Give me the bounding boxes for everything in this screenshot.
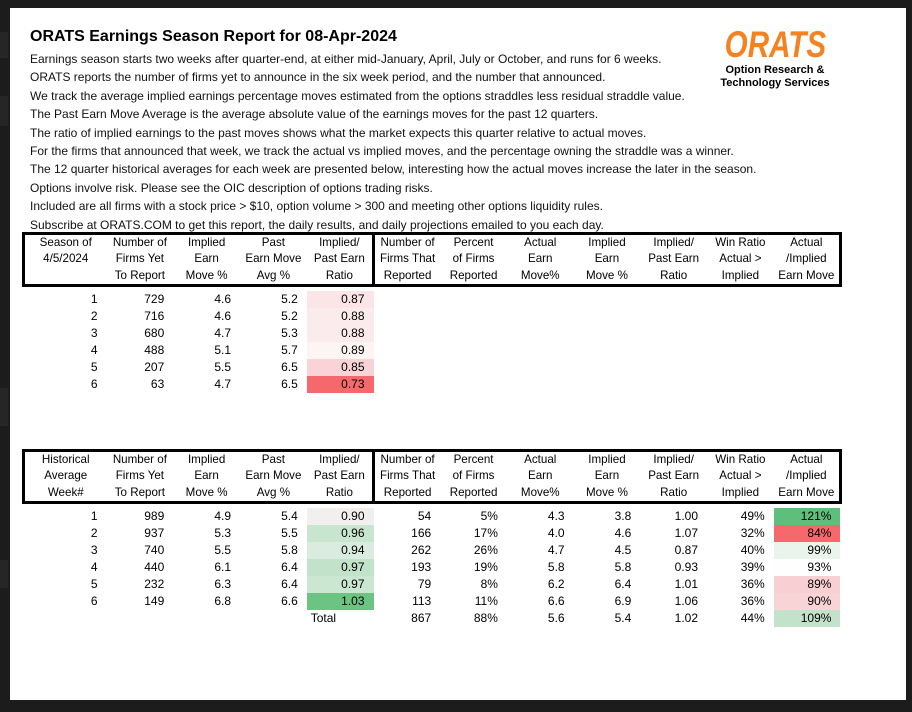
- week-cell: 4: [90, 343, 98, 358]
- week-cell: 1: [90, 292, 98, 307]
- week-header-cell: Average: [24, 468, 107, 484]
- firms-yet-to-report-cell: 207: [144, 360, 165, 375]
- table-row: [24, 525, 841, 542]
- implied-past-earn-ratio-reported-cell: [640, 291, 707, 308]
- implied-past-earn-ratio-cell: 0.87: [307, 291, 374, 308]
- firms-yet-to-report-cell: 440: [144, 560, 165, 575]
- orats-tagline-line2: Technology Services: [720, 77, 830, 89]
- past-earn-move-avg-header-cell: Avg %: [240, 485, 307, 503]
- implied-earn-move-header-cell: Implied: [173, 451, 240, 469]
- week-cell: 2: [90, 309, 98, 324]
- week-cell: 6: [90, 377, 98, 392]
- actual-implied-earn-move-cell: 89%: [774, 576, 841, 593]
- implied-earn-move-cell: 5.1: [214, 343, 231, 358]
- win-ratio-cell: 36%: [740, 577, 765, 592]
- implied-past-earn-ratio-cell: 0.94: [307, 542, 374, 559]
- actual-earn-move-header-cell: Actual: [507, 451, 574, 469]
- implied-past-earn-ratio-reported-cell: 1.02: [674, 611, 699, 626]
- intro-paragraph: [30, 50, 756, 234]
- actual-earn-move-cell: 4.7: [547, 543, 565, 558]
- actual-earn-move-header-cell: Earn: [528, 252, 553, 266]
- orats-tagline-line1: Option Research &: [725, 64, 825, 76]
- past-earn-move-avg-cell: 6.4: [281, 577, 298, 592]
- win-ratio-header-cell: Win Ratio: [707, 451, 774, 469]
- actual-implied-earn-move-cell: [774, 359, 841, 376]
- past-earn-move-avg-cell: 5.8: [281, 543, 298, 558]
- implied-past-earn-ratio-cell: 0.73: [307, 376, 374, 393]
- actual-implied-earn-move-cell: 121%: [774, 508, 841, 525]
- percent-of-firms-reported-cell: 19%: [473, 560, 498, 575]
- season-table-body: [24, 286, 841, 394]
- firms-yet-to-report-cell: 716: [144, 309, 165, 324]
- week-header-cell: [24, 268, 107, 286]
- implied-earn-move-reported-cell: 6.9: [614, 594, 632, 609]
- win-ratio-cell: 44%: [740, 611, 765, 626]
- week-cell: 3: [90, 326, 98, 341]
- implied-past-earn-ratio-cell: 1.03: [307, 593, 374, 610]
- implied-earn-move-cell: 4.6: [214, 309, 231, 324]
- table-row: [24, 359, 841, 376]
- actual-implied-earn-move-header-cell: Actual: [774, 451, 841, 469]
- implied-earn-move-header-cell: Implied: [173, 234, 240, 252]
- intro-line: For the firms that announced that week, we track the actual vs implied moves, and the percentage owning the straddle was a winner.: [30, 144, 734, 159]
- implied-past-earn-ratio-header-cell: Past Earn: [307, 251, 374, 267]
- implied-earn-move-reported-header-cell: Move %: [574, 268, 641, 286]
- implied-past-earn-ratio-reported-cell: 0.87: [674, 543, 699, 558]
- intro-line: Included are all firms with a stock price > $10, option volume > 300 and meeting other options liquidity rules.: [30, 199, 603, 214]
- firms-that-reported-cell: 867: [411, 611, 432, 626]
- firms-that-reported-cell: 113: [412, 594, 432, 609]
- win-ratio-cell: [707, 291, 774, 308]
- implied-past-earn-ratio-reported-cell: [640, 376, 707, 393]
- implied-past-earn-ratio-reported-cell: [640, 308, 707, 325]
- actual-earn-move-cell: 6.6: [547, 594, 565, 609]
- implied-earn-move-cell: 4.6: [214, 292, 231, 307]
- past-earn-move-avg-header-cell: Earn Move: [245, 469, 302, 483]
- background-window-artifact: [0, 96, 8, 126]
- implied-past-earn-ratio-reported-cell: 0.93: [674, 560, 699, 575]
- actual-implied-earn-move-header-cell: Actual: [774, 234, 841, 252]
- win-ratio-cell: [707, 376, 774, 393]
- implied-past-earn-ratio-cell: 0.90: [307, 508, 374, 525]
- implied-earn-move-reported-header-cell: Earn: [594, 469, 620, 483]
- actual-earn-move-cell: 6.2: [547, 577, 565, 592]
- actual-implied-earn-move-cell: 109%: [774, 610, 841, 627]
- percent-of-firms-reported-header-cell: of Firms: [452, 252, 495, 266]
- past-earn-move-avg-cell: 5.2: [281, 309, 298, 324]
- win-ratio-header-cell: Implied: [707, 485, 774, 503]
- firms-yet-to-report-header-cell: Number of: [107, 451, 174, 469]
- past-earn-move-avg-cell: 5.5: [281, 526, 298, 541]
- actual-earn-move-cell: [507, 291, 574, 308]
- implied-past-earn-ratio-reported-cell: [640, 342, 707, 359]
- total-label: Total: [310, 611, 337, 626]
- percent-of-firms-reported-header-cell: Reported: [440, 485, 507, 503]
- win-ratio-cell: 49%: [740, 509, 765, 524]
- win-ratio-cell: [707, 342, 774, 359]
- implied-earn-move-cell: 5.5: [214, 543, 231, 558]
- firms-that-reported-cell: 262: [411, 543, 432, 558]
- actual-implied-earn-move-header-cell: Earn Move: [774, 268, 841, 286]
- week-cell: 6: [90, 594, 98, 609]
- firms-yet-to-report-header-cell: Firms Yet: [115, 252, 165, 266]
- firms-yet-to-report-cell: 680: [144, 326, 165, 341]
- percent-of-firms-reported-header-cell: Reported: [440, 268, 507, 286]
- firms-yet-to-report-cell: 740: [144, 543, 165, 558]
- implied-past-earn-ratio-header-cell: Past Earn: [307, 468, 374, 484]
- firms-that-reported-header-cell: Firms That: [380, 469, 436, 483]
- win-ratio-cell: 40%: [740, 543, 765, 558]
- percent-of-firms-reported-header-cell: of Firms: [452, 469, 495, 483]
- implied-earn-move-cell: 4.7: [214, 326, 231, 341]
- week-cell: [24, 610, 107, 627]
- percent-of-firms-reported-cell: [440, 291, 507, 308]
- background-window-artifact: [0, 560, 8, 588]
- implied-past-earn-ratio-cell: 0.88: [307, 308, 374, 325]
- firms-that-reported-cell: [374, 291, 441, 308]
- actual-implied-earn-move-header-cell: Earn Move: [774, 485, 841, 503]
- firms-that-reported-cell: 166: [411, 526, 432, 541]
- table-row: [24, 610, 841, 627]
- implied-past-earn-ratio-reported-header-cell: Implied/: [640, 234, 707, 252]
- firms-yet-to-report-cell: 989: [144, 509, 165, 524]
- actual-implied-earn-move-header-cell: /Implied: [774, 468, 841, 484]
- implied-past-earn-ratio-reported-header-cell: Ratio: [640, 485, 707, 503]
- firms-yet-to-report-cell: 937: [144, 526, 165, 541]
- firms-yet-to-report-cell: [107, 610, 174, 627]
- win-ratio-cell: 36%: [740, 594, 765, 609]
- implied-earn-move-reported-header-cell: Move %: [574, 485, 641, 503]
- table-row: [24, 593, 841, 610]
- win-ratio-cell: [707, 359, 774, 376]
- intro-line: The Past Earn Move Average is the average absolute value of the earnings moves for the past 12 quarters.: [30, 107, 599, 122]
- firms-yet-to-report-cell: 63: [150, 377, 165, 392]
- actual-implied-earn-move-cell: [774, 342, 841, 359]
- implied-past-earn-ratio-cell: 0.88: [307, 325, 374, 342]
- table-row: [24, 291, 841, 308]
- implied-past-earn-ratio-header-cell: Implied/: [307, 451, 374, 469]
- past-earn-move-avg-header-cell: Past: [240, 234, 307, 252]
- actual-earn-move-cell: [507, 359, 574, 376]
- firms-that-reported-cell: 54: [417, 509, 432, 524]
- implied-earn-move-reported-header-cell: Implied: [574, 451, 641, 469]
- actual-implied-earn-move-cell: 84%: [774, 525, 841, 542]
- actual-earn-move-cell: 4.3: [547, 509, 565, 524]
- actual-earn-move-header-cell: Earn: [528, 469, 553, 483]
- percent-of-firms-reported-cell: [440, 325, 507, 342]
- firms-that-reported-header-cell: Reported: [374, 485, 441, 503]
- implied-earn-move-reported-cell: [574, 342, 641, 359]
- intro-line: Subscribe at ORATS.COM to get this report, the daily results, and daily projections emailed to you each day.: [30, 217, 604, 232]
- implied-past-earn-ratio-cell: 0.96: [307, 525, 374, 542]
- actual-implied-earn-move-cell: [774, 325, 841, 342]
- table-row: [24, 376, 841, 393]
- actual-earn-move-cell: 5.6: [547, 611, 565, 626]
- firms-that-reported-cell: [374, 308, 441, 325]
- week-cell: 3: [90, 543, 98, 558]
- percent-of-firms-reported-cell: 17%: [473, 526, 498, 541]
- implied-earn-move-reported-cell: 6.4: [614, 577, 632, 592]
- week-header-cell: 4/5/2024: [24, 251, 107, 267]
- win-ratio-cell: [707, 325, 774, 342]
- actual-earn-move-cell: [507, 376, 574, 393]
- firms-yet-to-report-header-cell: To Report: [107, 268, 174, 286]
- percent-of-firms-reported-cell: 8%: [480, 577, 498, 592]
- win-ratio-header-cell: Implied: [707, 268, 774, 286]
- actual-earn-move-cell: [507, 308, 574, 325]
- past-earn-move-avg-header-cell: Earn Move: [245, 252, 302, 266]
- past-earn-move-avg-cell: [240, 610, 307, 627]
- intro-line: ORATS reports the number of firms yet to announce in the six week period, and the number that announced.: [30, 70, 606, 85]
- orats-logo: [710, 26, 840, 90]
- orats-tagline: [710, 64, 840, 90]
- firms-that-reported-header-cell: Number of: [374, 234, 441, 252]
- firms-that-reported-cell: 193: [411, 560, 432, 575]
- win-ratio-header-cell: Actual >: [719, 469, 762, 483]
- actual-implied-earn-move-cell: 93%: [774, 559, 841, 576]
- historical-average-table: [22, 449, 842, 627]
- actual-earn-move-header-cell: Actual: [507, 234, 574, 252]
- table-row: [24, 542, 841, 559]
- actual-implied-earn-move-cell: [774, 308, 841, 325]
- table-row: [24, 576, 841, 593]
- implied-past-earn-ratio-reported-cell: 1.07: [674, 526, 699, 541]
- firms-that-reported-cell: [374, 325, 441, 342]
- season-week-table: [22, 232, 842, 393]
- implied-earn-move-reported-cell: 4.6: [614, 526, 632, 541]
- intro-line: We track the average implied earnings percentage moves estimated from the options straddles less residual straddle value.: [30, 88, 685, 103]
- actual-implied-earn-move-cell: 99%: [774, 542, 841, 559]
- implied-earn-move-header-cell: Earn: [194, 469, 219, 483]
- implied-earn-move-cell: 4.9: [214, 509, 231, 524]
- past-earn-move-avg-cell: 6.6: [281, 594, 298, 609]
- percent-of-firms-reported-cell: 88%: [473, 611, 498, 626]
- orats-brand-text: ORATS: [724, 24, 826, 65]
- implied-earn-move-cell: 5.3: [214, 526, 231, 541]
- percent-of-firms-reported-cell: [440, 376, 507, 393]
- implied-past-earn-ratio-reported-header-cell: Past Earn: [648, 252, 700, 266]
- week-cell: 2: [90, 526, 98, 541]
- implied-earn-move-header-cell: Move %: [173, 268, 240, 286]
- implied-earn-move-reported-header-cell: Implied: [574, 234, 641, 252]
- firms-yet-to-report-cell: 232: [144, 577, 165, 592]
- past-earn-move-avg-cell: 6.5: [281, 377, 298, 392]
- implied-past-earn-ratio-header-cell: Ratio: [307, 485, 374, 503]
- firms-that-reported-cell: 79: [417, 577, 432, 592]
- report-page: [10, 8, 906, 700]
- actual-earn-move-cell: 5.8: [547, 560, 565, 575]
- implied-earn-move-reported-cell: [574, 291, 641, 308]
- win-ratio-cell: 39%: [740, 560, 765, 575]
- implied-earn-move-reported-header-cell: Earn: [594, 252, 620, 266]
- firms-yet-to-report-header-cell: To Report: [107, 485, 174, 503]
- implied-past-earn-ratio-reported-cell: [640, 325, 707, 342]
- implied-past-earn-ratio-reported-cell: 1.00: [674, 509, 699, 524]
- actual-earn-move-cell: [507, 342, 574, 359]
- implied-past-earn-ratio-reported-cell: 1.06: [674, 594, 699, 609]
- historical-table-header: [24, 451, 841, 503]
- percent-of-firms-reported-header-cell: Percent: [440, 451, 507, 469]
- percent-of-firms-reported-cell: [440, 308, 507, 325]
- firms-yet-to-report-cell: 729: [144, 292, 165, 307]
- win-ratio-header-cell: Win Ratio: [707, 234, 774, 252]
- implied-earn-move-reported-cell: 5.4: [614, 611, 632, 626]
- percent-of-firms-reported-cell: 5%: [480, 509, 498, 524]
- implied-earn-move-reported-cell: 3.8: [614, 509, 632, 524]
- past-earn-move-avg-cell: 5.4: [281, 509, 298, 524]
- intro-line: Options involve risk. Please see the OIC description of options trading risks.: [30, 180, 433, 195]
- implied-past-earn-ratio-cell: 0.89: [307, 342, 374, 359]
- background-window-artifact: [0, 32, 8, 58]
- actual-earn-move-header-cell: Move%: [507, 268, 574, 286]
- implied-past-earn-ratio-reported-header-cell: Implied/: [640, 451, 707, 469]
- percent-of-firms-reported-cell: [440, 359, 507, 376]
- implied-past-earn-ratio-reported-header-cell: Ratio: [640, 268, 707, 286]
- past-earn-move-avg-cell: 5.7: [281, 343, 298, 358]
- percent-of-firms-reported-cell: 26%: [473, 543, 498, 558]
- win-ratio-cell: [707, 308, 774, 325]
- week-header-cell: Week#: [24, 485, 107, 503]
- implied-earn-move-header-cell: Earn: [194, 252, 219, 266]
- implied-earn-move-reported-cell: [574, 308, 641, 325]
- implied-past-earn-ratio-cell: 0.85: [307, 359, 374, 376]
- past-earn-move-avg-header-cell: Past: [240, 451, 307, 469]
- intro-line: The 12 quarter historical averages for each week are presented below, interesting how the actual moves increase the later in the season.: [30, 162, 757, 177]
- week-cell: 5: [90, 577, 98, 592]
- implied-earn-move-reported-cell: 4.5: [614, 543, 632, 558]
- implied-past-earn-ratio-cell: 0.97: [307, 559, 374, 576]
- implied-earn-move-cell: 6.1: [214, 560, 231, 575]
- past-earn-move-avg-header-cell: Avg %: [240, 268, 307, 286]
- win-ratio-cell: 32%: [740, 526, 765, 541]
- firms-yet-to-report-header-cell: Firms Yet: [115, 469, 165, 483]
- win-ratio-header-cell: Actual >: [719, 252, 762, 266]
- implied-past-earn-ratio-reported-cell: 1.01: [674, 577, 699, 592]
- implied-past-earn-ratio-reported-cell: [640, 359, 707, 376]
- actual-implied-earn-move-header-cell: /Implied: [774, 251, 841, 267]
- table-row: [24, 559, 841, 576]
- firms-that-reported-header-cell: Reported: [374, 268, 441, 286]
- firms-that-reported-cell: [374, 376, 441, 393]
- implied-earn-move-cell: 6.8: [214, 594, 231, 609]
- week-header-cell: Historical: [24, 451, 107, 469]
- actual-earn-move-cell: 4.0: [547, 526, 565, 541]
- implied-earn-move-reported-cell: [574, 376, 641, 393]
- week-cell: 5: [90, 360, 98, 375]
- table-row: [24, 342, 841, 359]
- percent-of-firms-reported-header-cell: Percent: [440, 234, 507, 252]
- firms-that-reported-header-cell: Firms That: [380, 252, 436, 266]
- actual-earn-move-cell: [507, 325, 574, 342]
- implied-past-earn-ratio-header-cell: Ratio: [307, 268, 374, 286]
- implied-earn-move-header-cell: Move %: [173, 485, 240, 503]
- percent-of-firms-reported-cell: 11%: [474, 594, 498, 609]
- firms-that-reported-cell: [374, 359, 441, 376]
- implied-earn-move-reported-cell: 5.8: [614, 560, 632, 575]
- firms-yet-to-report-cell: 488: [144, 343, 165, 358]
- implied-earn-move-cell: [173, 610, 240, 627]
- firms-yet-to-report-cell: 149: [144, 594, 165, 609]
- week-cell: 1: [90, 509, 98, 524]
- actual-implied-earn-move-cell: [774, 376, 841, 393]
- table-row: [24, 508, 841, 525]
- implied-earn-move-reported-cell: [574, 359, 641, 376]
- report-title: ORATS Earnings Season Report for 08-Apr-2024: [30, 28, 397, 45]
- intro-line: Earnings season starts two weeks after quarter-end, at either mid-January, April, July or October, and runs for 6 weeks.: [30, 52, 662, 66]
- historical-table-body: [24, 503, 841, 628]
- week-cell: 4: [90, 560, 98, 575]
- background-window-artifact: [0, 388, 8, 426]
- past-earn-move-avg-cell: 5.3: [281, 326, 298, 341]
- actual-implied-earn-move-cell: [774, 291, 841, 308]
- actual-earn-move-header-cell: Move%: [507, 485, 574, 503]
- past-earn-move-avg-cell: 5.2: [281, 292, 298, 307]
- implied-earn-move-reported-cell: [574, 325, 641, 342]
- table-row: [24, 308, 841, 325]
- firms-that-reported-cell: [374, 342, 441, 359]
- actual-implied-earn-move-cell: 90%: [774, 593, 841, 610]
- intro-line: The ratio of implied earnings to the past moves shows what the market expects this quarter relative to actual moves.: [30, 125, 647, 140]
- percent-of-firms-reported-cell: [440, 342, 507, 359]
- implied-past-earn-ratio-reported-header-cell: Past Earn: [648, 469, 700, 483]
- implied-earn-move-cell: 5.5: [214, 360, 231, 375]
- past-earn-move-avg-cell: 6.5: [281, 360, 298, 375]
- firms-that-reported-header-cell: Number of: [374, 451, 441, 469]
- implied-earn-move-cell: 6.3: [214, 577, 231, 592]
- season-table-header: [24, 234, 841, 286]
- implied-past-earn-ratio-header-cell: Implied/: [307, 234, 374, 252]
- week-header-cell: Season of: [24, 234, 107, 252]
- implied-earn-move-cell: 4.7: [214, 377, 231, 392]
- past-earn-move-avg-cell: 6.4: [281, 560, 298, 575]
- implied-past-earn-ratio-cell: 0.97: [307, 576, 374, 593]
- table-row: [24, 325, 841, 342]
- firms-yet-to-report-header-cell: Number of: [107, 234, 174, 252]
